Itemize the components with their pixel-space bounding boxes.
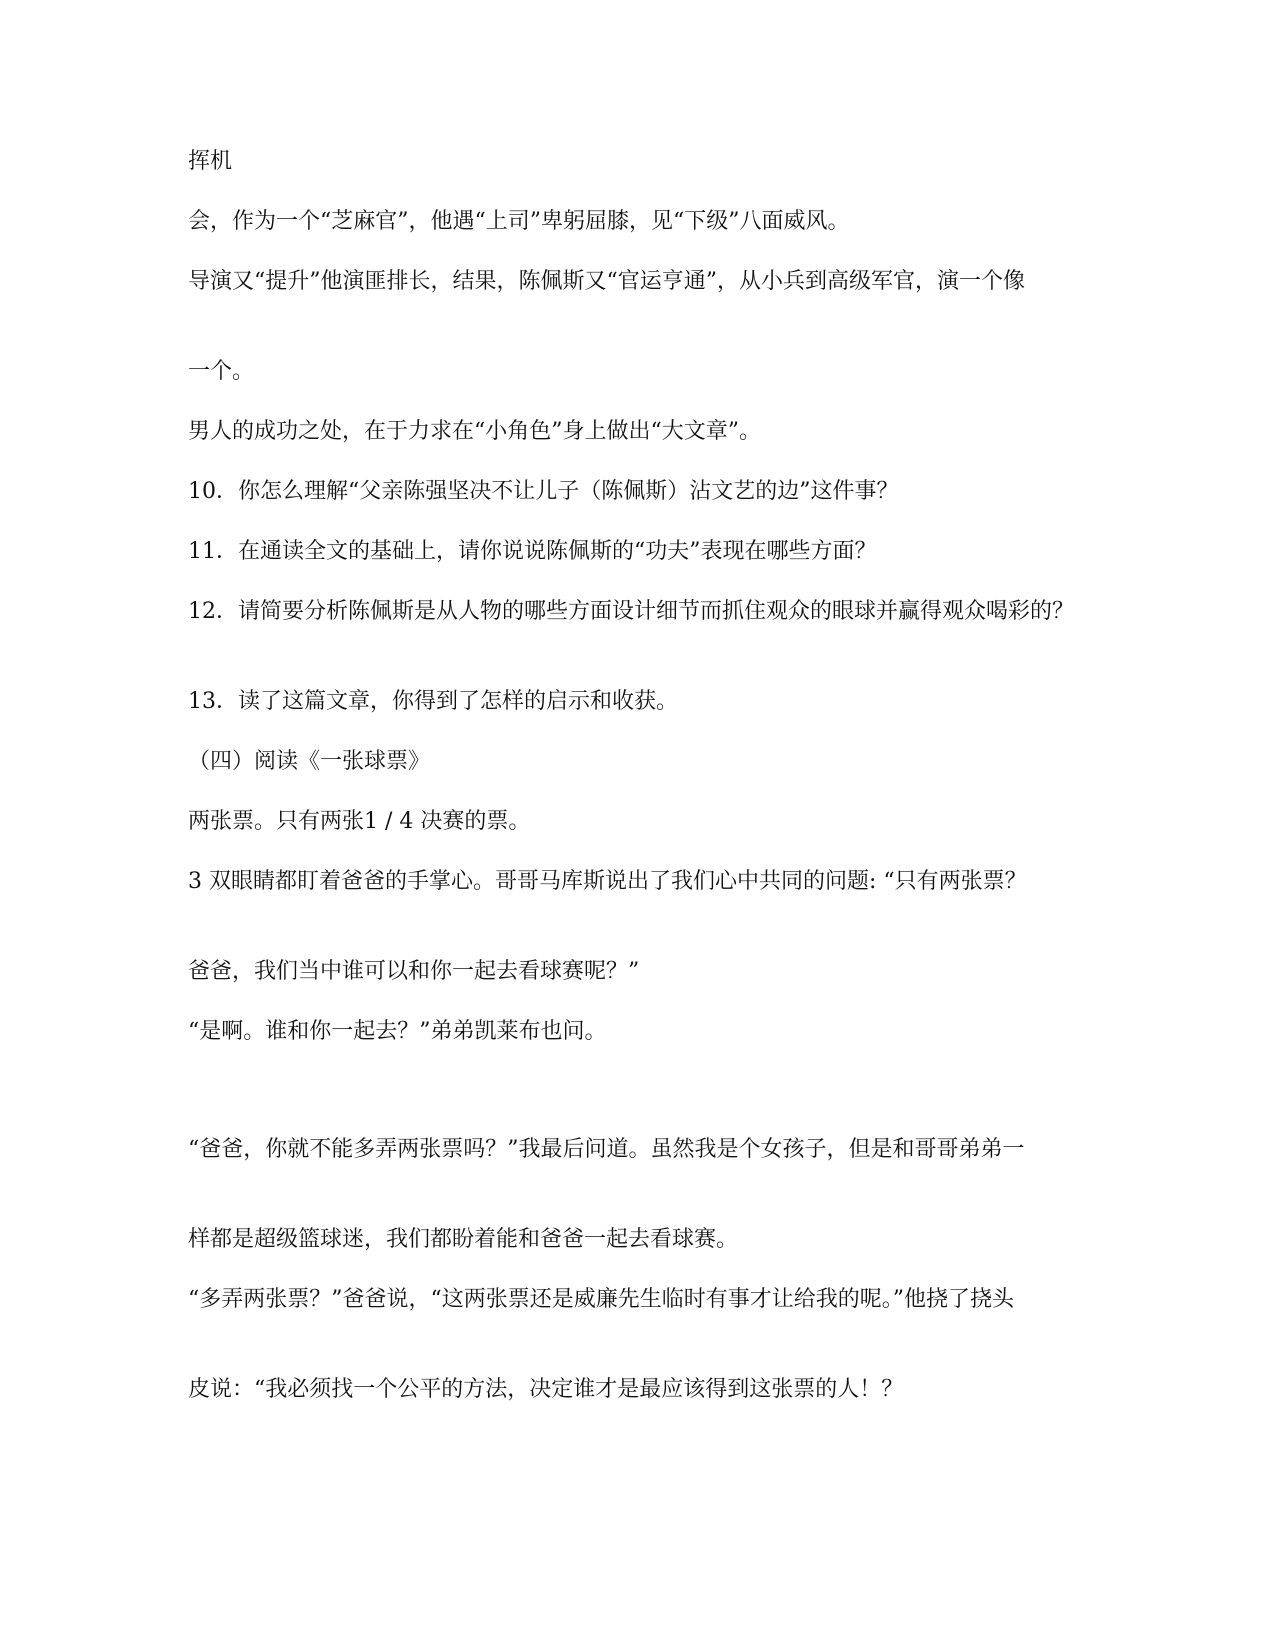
paragraph-2: 会，作为一个“芝麻官”，他遇“上司”卑躬屈膝，见“下级”八面威风。 [188, 209, 850, 234]
paragraph-3: 导演又“提升”他演匪排长，结果，陈佩斯又“官运亨通”，从小兵到高级军官，演一个像 [188, 269, 1025, 294]
paragraph-17: “多弄两张票？”爸爸说，“这两张票还是威廉先生临时有事才让给我的呢。”他挠了挠头 [188, 1287, 1014, 1312]
question-10: 10．你怎么理解“父亲陈强坚决不让儿子（陈佩斯）沾文艺的边”这件事？ [188, 479, 899, 504]
paragraph-5: 男人的成功之处，在于力求在“小角色”身上做出“大文章”。 [188, 419, 761, 444]
paragraph-16: 样都是超级篮球迷，我们都盼着能和爸爸一起去看球赛。 [188, 1227, 739, 1252]
paragraph-12: 3 双眼睛都盯着爸爸的手掌心。哥哥马库斯说出了我们心中共同的问题: “只有两张票？ [188, 869, 1027, 894]
paragraph-15: “爸爸，你就不能多弄两张票吗？”我最后问道。虽然我是个女孩子，但是和哥哥弟弟一 [188, 1137, 1025, 1162]
paragraph-18: 皮说：“我必须找一个公平的方法，决定谁才是最应该得到这张票的人！？ [188, 1377, 904, 1402]
question-11: 11．在通读全文的基础上，请你说说陈佩斯的“功夫”表现在哪些方面？ [188, 539, 877, 564]
paragraph-1: 挥机 [188, 149, 233, 174]
paragraph-11: 两张票。只有两张1 / 4 决赛的票。 [188, 809, 531, 834]
paragraph-14: “是啊。谁和你一起去？”弟弟凯莱布也问。 [188, 1019, 607, 1044]
paragraph-4: 一个。 [188, 359, 255, 384]
paragraph-13: 爸爸，我们当中谁可以和你一起去看球赛呢？” [188, 959, 640, 984]
question-13: 13．读了这篇文章，你得到了怎样的启示和收获。 [188, 689, 678, 714]
section-heading: （四）阅读《一张球票》 [188, 749, 431, 774]
question-12: 12．请简要分析陈佩斯是从人物的哪些方面设计细节而抓住观众的眼球并赢得观众喝彩的？ [188, 599, 1074, 624]
